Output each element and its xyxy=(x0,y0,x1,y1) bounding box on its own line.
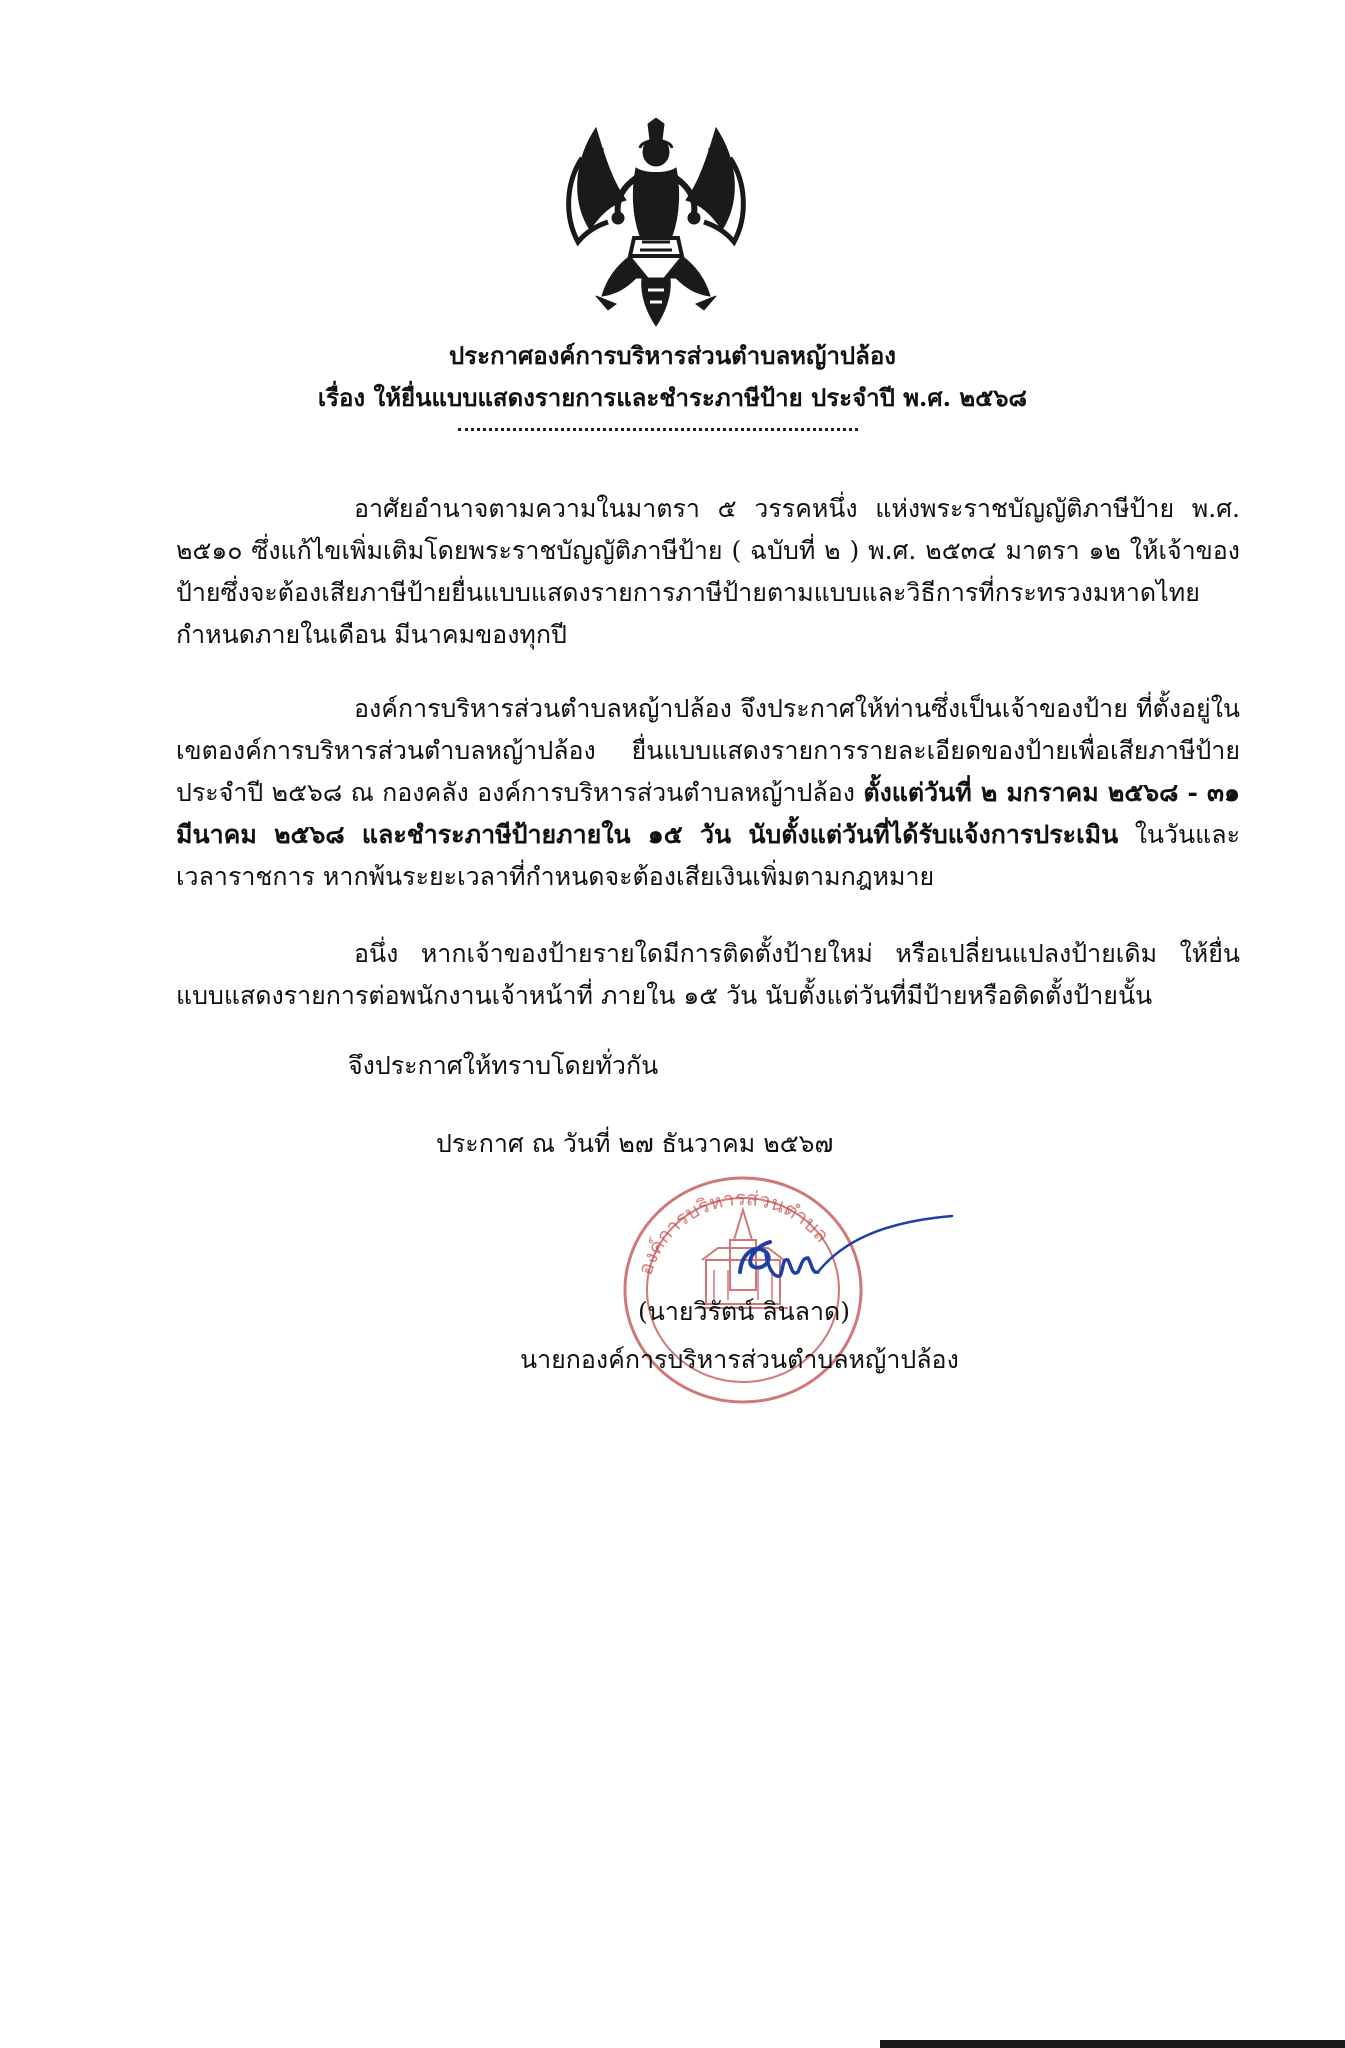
signer-position: นายกองค์การบริหารส่วนตำบลหญ้าปล้อง xyxy=(520,1345,959,1374)
seal-text: องค์การบริหารส่วนตำบล xyxy=(632,1185,835,1278)
paragraph-1: อาศัยอำนาจตามความในมาตรา ๕ วรรคหนึ่ง แห่งพระราชบัญญัติภาษีป้าย พ.ศ. ๒๕๑๐ ซึ่งแก้ไขเพิ่มเติมโดยพระราชบัญญัติภาษีป้าย ( ฉบับที่ ๒ ) พ.ศ. ๒๕๓๔ มาตรา ๑๒ ให้เจ้าของป้ายซึ่งจะต้องเสียภาษีป้ายยื่นแบบแสดงรายการภาษีป้ายตามแบบและวิธีการที่กระทรวงมหาดไทยกำหนดภายในเดือน มีนาคมของทุกปี xyxy=(176,494,1240,649)
announcement-title: ประกาศองค์การบริหารส่วนตำบลหญ้าปล้อง xyxy=(448,341,896,370)
divider xyxy=(458,428,858,431)
signer-name: (นายวิรัตน์ ลินลาด) xyxy=(638,1297,851,1326)
paragraph-2-text-end: ในวันและเวลาราชการ หากพ้นระยะเวลาที่กำหนดจะต้องเสียเงินเพิ่มตามกฎหมาย xyxy=(176,820,1240,891)
paragraph-2-text: องค์การบริหารส่วนตำบลหญ้าปล้อง จึงประกาศให้ท่านซึ่งเป็นเจ้าของป้าย ที่ตั้งอยู่ในเขตองค์การบริหารส่วนตำบลหญ้าปล้อง ยื่นแบบแสดงรายการรายละเอียดของป้ายเพื่อเสียภาษีป้าย ประจำปี ๒๕๖๘ ณ กองคลัง องค์การบริหารส่วนตำบลหญ้าปล้อง xyxy=(176,694,1240,807)
closing-statement: จึงประกาศให้ทราบโดยทั่วกัน xyxy=(348,1051,659,1080)
paragraph-2-deadline: ตั้งแต่วันที่ ๒ มกราคม ๒๕๖๘ - ๓๑ มีนาคม ๒๕๖๘ และชำระภาษีป้ายภายใน ๑๕ วัน นับตั้งแต่วันที่ได้รับแจ้งการประเมิน xyxy=(176,778,1240,849)
announcement-subject: เรื่อง ให้ยื่นแบบแสดงรายการและชำระภาษีป้าย ประจำปี พ.ศ. ๒๕๖๘ xyxy=(317,383,1028,412)
garuda-emblem-icon xyxy=(556,118,756,328)
signature-icon xyxy=(722,1202,954,1292)
announcement-date: ประกาศ ณ วันที่ ๒๗ ธันวาคม ๒๕๖๗ xyxy=(436,1129,834,1158)
paragraph-2 xyxy=(176,688,1240,898)
scan-edge xyxy=(880,2040,1345,2048)
paragraph-3: อนึ่ง หากเจ้าของป้ายรายใดมีการติดตั้งป้ายใหม่ หรือเปลี่ยนแปลงป้ายเดิม ให้ยื่นแบบแสดงรายการต่อพนักงานเจ้าหน้าที่ ภายใน ๑๕ วัน นับตั้งแต่วันที่มีป้ายหรือติดตั้งป้ายนั้น xyxy=(176,939,1240,1010)
